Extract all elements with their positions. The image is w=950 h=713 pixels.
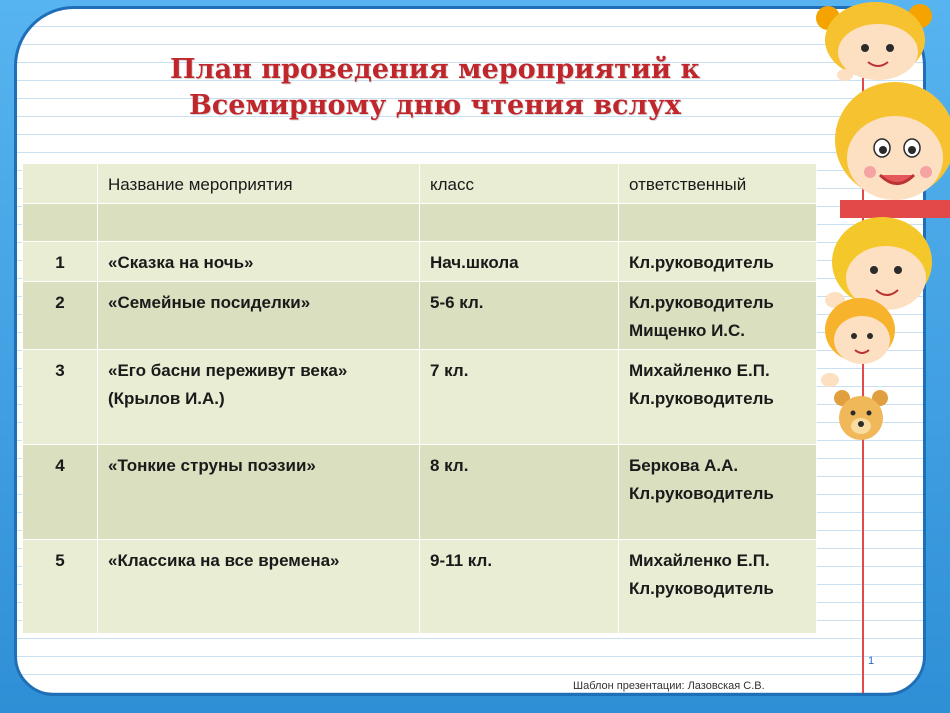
table-row [23, 350, 817, 445]
event-name [98, 540, 420, 634]
header-responsible: ответственный [619, 164, 817, 204]
page-number: 1 [868, 655, 875, 667]
header-num [23, 164, 98, 204]
event-class: 5-6 кл. [420, 282, 619, 350]
row-number: 5 [23, 540, 98, 634]
responsible-line: Беркова А.А. [629, 456, 739, 475]
responsible-line: Кл.руководитель [629, 293, 774, 312]
row-number: 1 [23, 242, 98, 282]
table-cell [619, 204, 817, 242]
teddy-bear-icon [834, 390, 888, 440]
kid-1-icon [816, 2, 932, 81]
table-row [23, 242, 817, 282]
table-cell [98, 204, 420, 242]
kid-2-icon [835, 82, 950, 200]
row-number: 4 [23, 445, 98, 540]
event-name-line: (Крылов И.А.) [108, 389, 225, 408]
event-name-line: «Тонкие струны поэзии» [108, 456, 316, 475]
kids-illustration [800, 0, 950, 460]
title-line-1: План проведения мероприятий к [170, 54, 700, 85]
event-responsible [619, 350, 817, 445]
table-row [23, 445, 817, 540]
header-event-name: Название мероприятия [98, 164, 420, 204]
table-cell [420, 204, 619, 242]
events-table [22, 163, 817, 634]
kid-3-icon [825, 200, 950, 310]
event-responsible [619, 445, 817, 540]
responsible-line: Михайленко Е.П. [629, 551, 770, 570]
event-name [98, 445, 420, 540]
event-responsible [619, 540, 817, 634]
event-name-line: «Семейные посиделки» [108, 293, 311, 312]
event-class: 7 кл. [420, 350, 619, 445]
table-header-row [23, 164, 817, 204]
template-credit: Шаблон презентации: Лазовская С.В. [573, 680, 765, 692]
responsible-line: Михайленко Е.П. [629, 361, 770, 380]
table-row [23, 540, 817, 634]
event-name [98, 350, 420, 445]
event-name [98, 242, 420, 282]
slide-title [0, 52, 870, 124]
event-responsible [619, 282, 817, 350]
row-number: 3 [23, 350, 98, 445]
kid-4-icon [821, 298, 895, 387]
responsible-line: Кл.руководитель [629, 579, 774, 598]
event-name [98, 282, 420, 350]
event-name-line: «Классика на все времена» [108, 551, 340, 570]
event-name-line: «Сказка на ночь» [108, 253, 254, 272]
table-cell [23, 204, 98, 242]
title-line-2: Всемирному дню чтения вслух [189, 90, 681, 121]
row-number: 2 [23, 282, 98, 350]
responsible-line: Кл.руководитель [629, 389, 774, 408]
event-class: 9-11 кл. [420, 540, 619, 634]
table-empty-row [23, 204, 817, 242]
responsible-line: Кл.руководитель [629, 484, 774, 503]
header-class: класс [420, 164, 619, 204]
table-row [23, 282, 817, 350]
responsible-line: Мищенко И.С. [629, 321, 746, 340]
event-responsible [619, 242, 817, 282]
responsible-line: Кл.руководитель [629, 253, 774, 272]
event-name-line: «Его басни переживут века» [108, 361, 348, 380]
event-class: Нач.школа [420, 242, 619, 282]
event-class: 8 кл. [420, 445, 619, 540]
